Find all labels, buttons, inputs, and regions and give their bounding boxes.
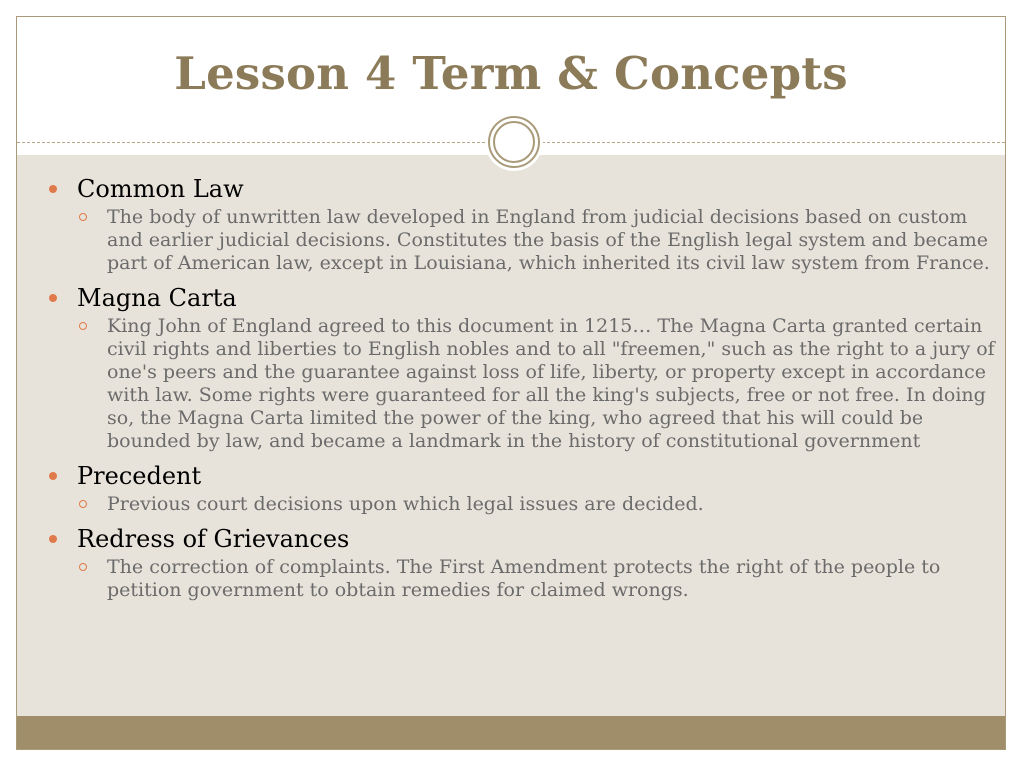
ornament-inner-ring: [493, 121, 535, 163]
filled-circle-bullet-icon: [49, 535, 57, 543]
footer-bar: [17, 716, 1005, 750]
filled-circle-bullet-icon: [49, 472, 57, 480]
hollow-circle-bullet-icon: [79, 322, 87, 330]
definition-text: Previous court decisions upon which legal issues are decided.: [107, 493, 704, 515]
term-definition: [47, 556, 997, 602]
hollow-circle-bullet-icon: [79, 500, 87, 508]
double-ring-icon: [485, 113, 543, 171]
term-item-redress-of-grievances: [47, 524, 1006, 602]
term-heading: [47, 283, 1006, 313]
slide: [16, 16, 1006, 750]
slide-title: Lesson 4 Term & Concepts: [174, 47, 848, 100]
term-label: Common Law: [77, 175, 244, 203]
term-heading: [47, 461, 1006, 491]
definition-text: The correction of complaints. The First Amendment protects the right of the people to petition government to obtain remedies for claimed wrongs.: [107, 556, 941, 601]
hollow-circle-bullet-icon: [79, 563, 87, 571]
definition-text: The body of unwritten law developed in England from judicial decisions based on custom and earlier judicial decisions. Constitutes the basis of the English legal system and became part of American law, except in Louisiana, which inherited its civil law system from France.: [107, 206, 990, 274]
term-label: Precedent: [77, 462, 202, 490]
term-label: Redress of Grievances: [77, 525, 350, 553]
filled-circle-bullet-icon: [49, 185, 57, 193]
term-label: Magna Carta: [77, 284, 237, 312]
term-list: [47, 174, 1006, 610]
term-definition: [47, 493, 997, 516]
definition-text: King John of England agreed to this document in 1215… The Magna Carta granted certain civil rights and liberties to English nobles and to all "freemen," such as the right to a jury of one's peers and the guarantee against loss of life, liberty, or property except in accordance with law. Some rights were guaranteed for all the king's subjects, free or not free. In doing so, the Magna Carta limited the power of the king, who agreed that his will could be bounded by law, and became a landmark in the history of constitutional government: [107, 315, 995, 452]
term-heading: [47, 524, 1006, 554]
term-item-precedent: [47, 461, 1006, 516]
filled-circle-bullet-icon: [49, 294, 57, 302]
term-definition: [47, 206, 997, 275]
term-definition: [47, 315, 997, 453]
term-item-magna-carta: [47, 283, 1006, 453]
hollow-circle-bullet-icon: [79, 213, 87, 221]
term-item-common-law: [47, 174, 1006, 275]
term-heading: [47, 174, 1006, 204]
